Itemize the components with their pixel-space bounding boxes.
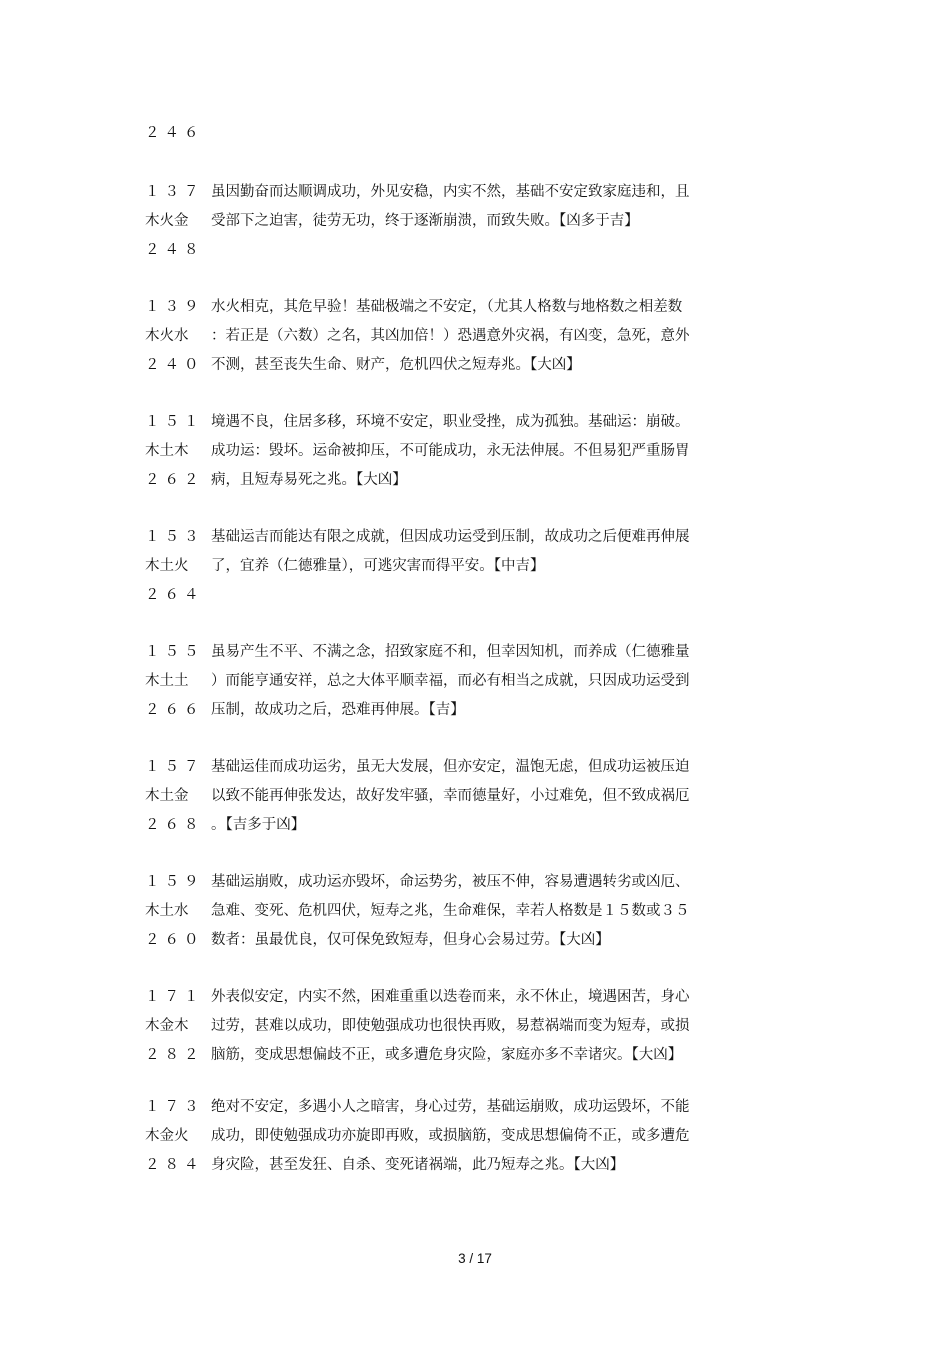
entry-text-line: 基础运吉而能达有限之成就，但因成功运受到压制，故成功之后便难再伸展 — [211, 529, 690, 545]
entry-code: １５３ — [145, 529, 204, 545]
entry-code: ２４０ — [145, 357, 204, 373]
entry-code: １５７ — [145, 759, 204, 775]
entry-code: ２６２ — [145, 472, 204, 488]
entry-text-line: 急难、变死、危机四伏，短寿之兆，生命难保，幸若人格数是１５数或３５ — [211, 903, 690, 919]
entry-text-line: 外表似安定，内实不然，困难重重以迭卷而来，永不休止，境遇困苦，身心 — [211, 989, 690, 1005]
entry-elements: 木金木 — [145, 1018, 189, 1034]
entry-text-line: 过劳，甚难以成功，即使勉强成功也很快再败，易惹祸端而变为短寿，或损 — [211, 1018, 690, 1034]
entry-elements: 木金火 — [145, 1128, 189, 1144]
entry-text-line: 身灾险，甚至发狂、自杀、变死诸祸端，此乃短寿之兆。【大凶】 — [211, 1157, 625, 1173]
entry-code: ２４６ — [145, 125, 204, 141]
entry-elements: 木火金 — [145, 213, 189, 229]
entry-text-line: 压制，故成功之后，恐难再伸展。【吉】 — [211, 702, 465, 718]
entry-code: １５１ — [145, 414, 204, 430]
entry-elements: 木土水 — [145, 903, 189, 919]
entry-code: ２４８ — [145, 242, 204, 258]
entry-text-line: 虽易产生不平、不满之念，招致家庭不和，但幸因知机，而养成（仁德雅量 — [211, 644, 690, 660]
entry-text-line: 了，宜养（仁德雅量），可逃灾害而得平安。【中吉】 — [211, 558, 545, 574]
entry-text-line: ：若正是（六数）之名，其凶加倍！）恐遇意外灾祸，有凶变，急死，意外 — [211, 328, 690, 344]
entry-code: ２６８ — [145, 817, 204, 833]
entry-elements: 木土木 — [145, 443, 189, 459]
entry-code: １３９ — [145, 299, 204, 315]
entry-text-line: ）而能亨通安祥，总之大体平顺幸福，而必有相当之成就，只因成功运受到 — [211, 673, 690, 689]
entry-code: １５５ — [145, 644, 204, 660]
entry-code: ２６６ — [145, 702, 204, 718]
entry-elements: 木土火 — [145, 558, 189, 574]
entry-code: ２６０ — [145, 932, 204, 948]
entry-text-line: 不测，甚至丧失生命、财产，危机四伏之短寿兆。【大凶】 — [211, 357, 581, 373]
entry-text-line: 受部下之迫害，徒劳无功，终于逐渐崩溃，而致失败。【凶多于吉】 — [211, 213, 639, 229]
entry-text-line: 成功运：毁坏。运命被抑压，不可能成功，永无法伸展。不但易犯严重肠胃 — [211, 443, 690, 459]
entry-elements: 木火水 — [145, 328, 189, 344]
entry-text-line: 境遇不良，住居多移，环境不安定，职业受挫，成为孤独。基础运：崩破。 — [211, 414, 690, 430]
entry-code: １３７ — [145, 184, 204, 200]
entry-text-line: 基础运崩败，成功运亦毁坏，命运势劣，被压不伸，容易遭遇转劣或凶厄、 — [211, 874, 690, 890]
entry-elements: 木土土 — [145, 673, 189, 689]
entry-text-line: 数者：虽最优良，仅可保免致短寿，但身心会易过劳。【大凶】 — [211, 932, 610, 948]
entry-text-line: 基础运佳而成功运劣，虽无大发展，但亦安定，温饱无虑，但成功运被压迫 — [211, 759, 690, 775]
entry-text-line: 成功，即使勉强成功亦旋即再败，或损脑筋，变成思想偏倚不正，或多遭危 — [211, 1128, 690, 1144]
entry-code: ２８２ — [145, 1047, 204, 1063]
entry-code: １５９ — [145, 874, 204, 890]
entry-text-line: 虽因勤奋而达顺调成功，外见安稳，内实不然，基础不安定致家庭违和，且 — [211, 184, 690, 200]
entry-text-line: 绝对不安定，多遇小人之暗害，身心过劳，基础运崩败，成功运毁坏，不能 — [211, 1099, 690, 1115]
entry-text-line: 。【吉多于凶】 — [211, 817, 306, 833]
entry-text-line: 水火相克，其危早验！基础极端之不安定，（尤其人格数与地格数之相差数 — [211, 299, 683, 315]
entry-text-line: 以致不能再伸张发达，故好发牢骚，幸而德量好，小过难免，但不致成祸厄 — [211, 788, 690, 804]
entry-code: １７１ — [145, 989, 204, 1005]
page-number: 3 / 17 — [458, 1251, 492, 1266]
entry-text-line: 脑筋，变成思想偏歧不正，或多遭危身灾险，家庭亦多不幸诸灾。【大凶】 — [211, 1047, 683, 1063]
entry-text-line: 病，且短寿易死之兆。【大凶】 — [211, 472, 407, 488]
entry-code: ２６４ — [145, 587, 204, 603]
entry-code: １７３ — [145, 1099, 204, 1115]
entry-code: ２８４ — [145, 1157, 204, 1173]
entry-elements: 木土金 — [145, 788, 189, 804]
